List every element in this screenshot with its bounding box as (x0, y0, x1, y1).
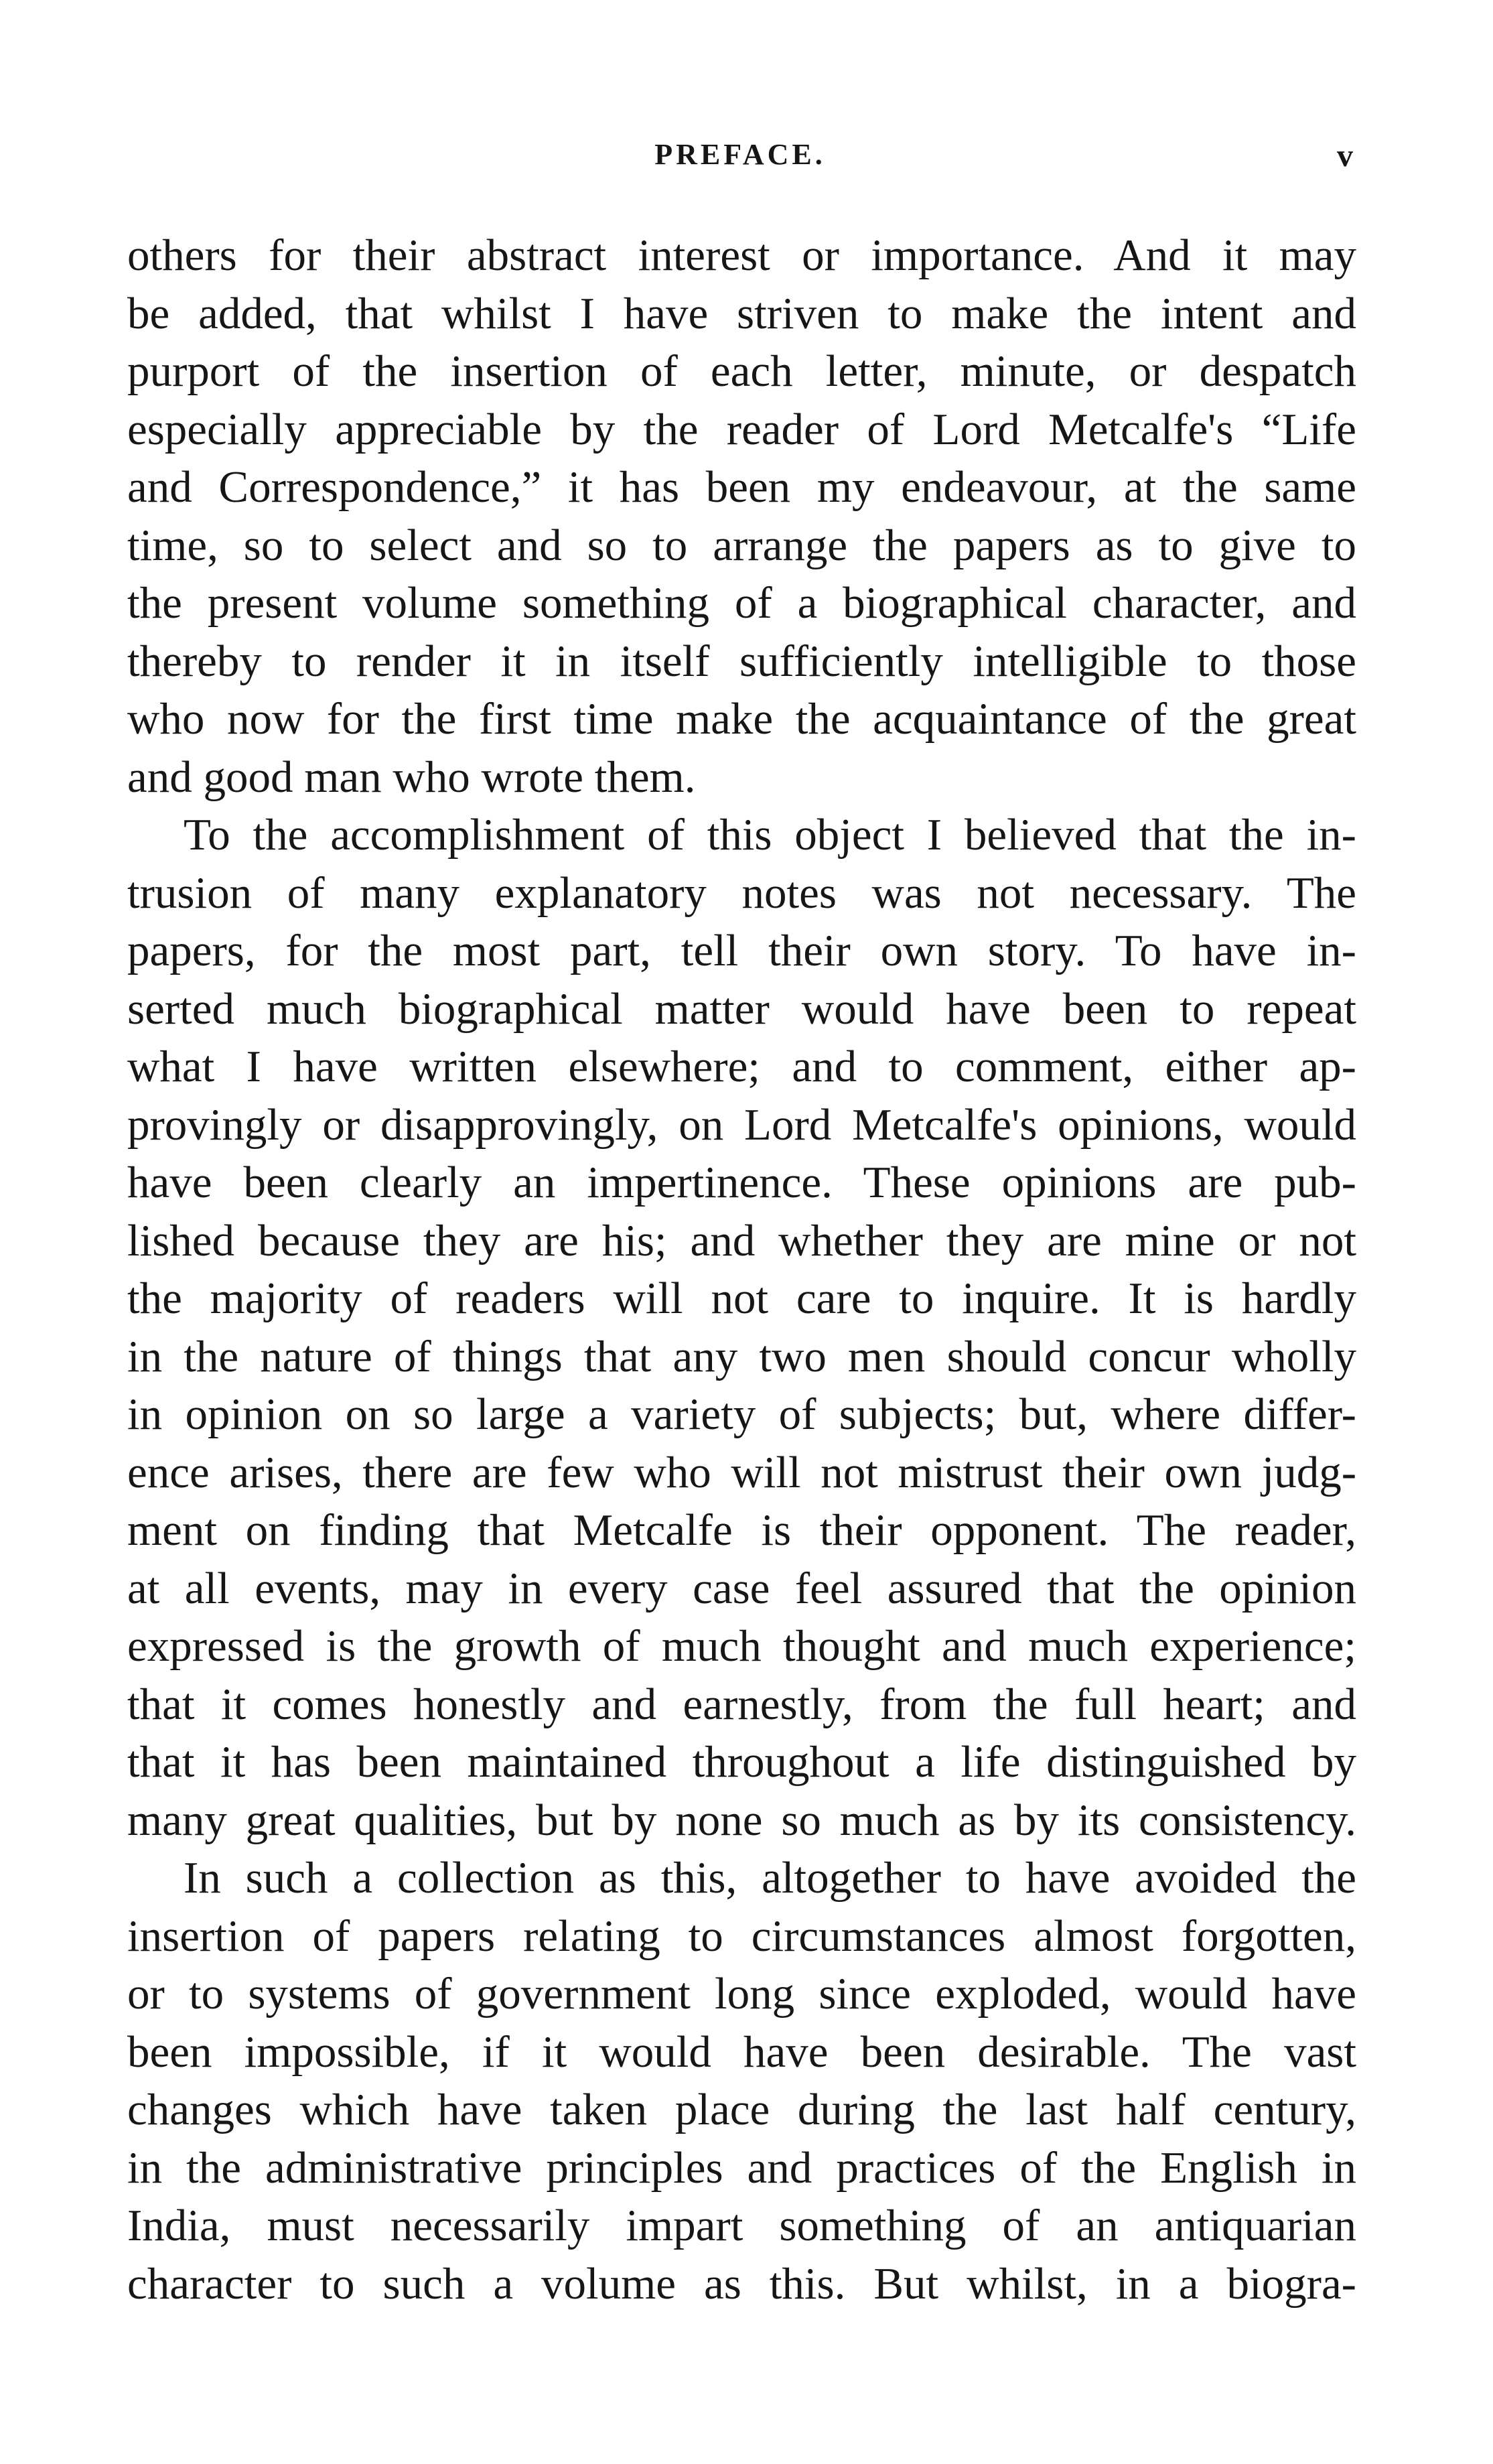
text-line: in the administrative principles and practices of the English in (127, 2142, 1356, 2193)
text-line: and good man who wrote them. (127, 752, 696, 802)
text-line: papers, for the most part, tell their own story. To have in- (127, 926, 1356, 975)
text-line: what I have written elsewhere; and to comment, either ap- (127, 1042, 1356, 1091)
text-line: serted much biographical matter would have been to repeat (127, 983, 1356, 1034)
text-line: character to such a volume as this. But whilst, in a biogra- (127, 2258, 1356, 2309)
text-line: the majority of readers will not care to inquire. It is hardly (127, 1274, 1356, 1323)
text-line: in opinion on so large a variety of subjects; but, where differ- (127, 1389, 1356, 1439)
paragraph (127, 806, 1356, 1849)
text-line: insertion of papers relating to circumstances almost forgotten, (127, 1911, 1356, 1961)
text-line: lished because they are his; and whether they are mine or not (127, 1215, 1356, 1265)
text-line: the present volume something of a biographical character, and (127, 578, 1356, 628)
text-line: ment on finding that Metcalfe is their opponent. The reader, (127, 1505, 1356, 1555)
text-line: To the accomplishment of this object I believed that the in- (184, 810, 1356, 860)
text-line: ence arises, there are few who will not mistrust their own judg- (127, 1447, 1356, 1497)
text-line: many great qualities, but by none so much as by its consistency. (127, 1795, 1356, 1845)
text-line: who now for the first time make the acquaintance of the great (127, 694, 1356, 744)
text-line: provingly or disapprovingly, on Lord Metcalfe's opinions, would (127, 1099, 1356, 1150)
text-line: India, must necessarily impart something of an antiquarian (127, 2201, 1356, 2250)
text-line: been impossible, if it would have been desirable. The vast (127, 2027, 1356, 2077)
text-line: In such a collection as this, altogether to have avoided the (184, 1853, 1356, 1903)
text-line: and Correspondence,” it has been my endeavour, at the same (127, 462, 1356, 512)
text-line: thereby to render it in itself sufficiently intelligible to those (127, 636, 1356, 686)
text-line: time, so to select and so to arrange the papers as to give to (127, 520, 1356, 570)
running-head: PREFACE. (654, 138, 826, 171)
paragraph (127, 1849, 1356, 2313)
page-number: v (1337, 138, 1353, 174)
text-line: purport of the insertion of each letter, minute, or despatch (127, 346, 1356, 396)
body-text (127, 226, 1356, 2313)
text-line: others for their abstract interest or importance. And it may (127, 230, 1356, 280)
text-line: at all events, may in every case feel assured that the opinion (127, 1563, 1356, 1613)
page-header (127, 137, 1353, 178)
text-line: changes which have taken place during the last half century, (127, 2085, 1356, 2134)
text-line: in the nature of things that any two men should concur wholly (127, 1331, 1356, 1381)
paragraph (127, 226, 1356, 806)
text-line: have been clearly an impertinence. These opinions are pub- (127, 1158, 1356, 1207)
text-line: expressed is the growth of much thought and much experience; (127, 1621, 1356, 1671)
text-line: be added, that whilst I have striven to make the intent and (127, 288, 1356, 338)
text-line: especially appreciable by the reader of Lord Metcalfe's “Life (127, 404, 1356, 454)
text-line: that it has been maintained throughout a life distinguished by (127, 1737, 1356, 1787)
text-line: or to systems of government long since exploded, would have (127, 1969, 1356, 2018)
text-line: that it comes honestly and earnestly, from the full heart; and (127, 1679, 1356, 1729)
text-line: trusion of many explanatory notes was not necessary. The (127, 868, 1356, 918)
